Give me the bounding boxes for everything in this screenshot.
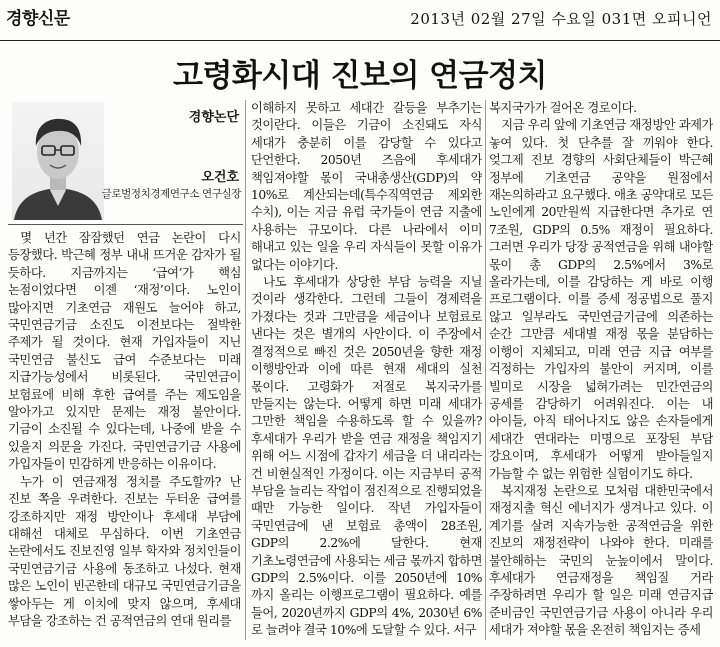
byline-box [8, 98, 243, 225]
article-paragraph: 복지국가가 걸어온 경로이다. [489, 101, 637, 115]
masthead-rule [0, 40, 720, 41]
article-paragraph: 이해하지 못하고 세대간 갈등을 부추기는 것이란다. 이들은 기금이 소진돼도 자식 세대가 충분히 이를 감당할 수 있다고 단언한다. 2050년 즈음에 후세대가 책임져야할 몫이 국내총생산(GDP)의 약 10%로 계산되는데(특수직역연금 제외한 수치), 이는 지금 유럽 국가들이 연금 지출에 사용하는 규모이다. 다른 나라에서 이미 해내고 있는 일을 우리 자식들이 못할 이유가 없다는 이야기다. [251, 101, 482, 272]
article-column-2 [251, 100, 482, 640]
article-paragraph: 누가 이 연금재정 정치를 주도할까? 난 진보 쪽을 우려한다. 진보는 두터운 급여를 강조하지만 재정 방안이나 후세대 부담에 대해선 대체로 무심하다. 이번 기초연금 논란에서도 진보진영 일부 학자와 정치인들이 국민연금기금 사용에 동조하고 나섰다. 현재 많은 노인이 빈곤한데 대규모 국민연금기금을 쌓아두는 게 이치에 맞지 않으며, 후세대 부담을 강조하는 건 공적연금의 연대 원리를 [8, 474, 241, 628]
article-paragraph: 몇 년간 잠잠했던 연금 논란이 다시 등장했다. 박근혜 정부 내내 뜨거운 감자가 될 듯하다. 지금까지는 ‘급여’가 핵심 논점이었다면 이젠 ‘재정’이다. 노인이 많아지면 기초연금 재원도 늘어야 하고, 국민연금기금 소진도 이전보다는 절박한 주제가 될 것이다. 현재 가입자들이 지닌 국민연금 불신도 급여 수준보다는 미래 지급가능성에서 비롯된다. 국민연금이 보험료에 비해 후한 급여를 주는 제도임을 알아가고 있지만 문제는 재정 불안이다. 기금이 소진될 수 있다는데, 나중에 받을 수 있을지 의문을 가진다. 국민연금기금 사용에 가입자들이 민감하게 반응하는 이유이다. [8, 231, 241, 472]
article-paragraph: 나도 후세대가 상당한 부담 능력을 지닐 것이라 생각한다. 그런데 그들이 경제력을 가졌다는 것과 그만큼을 세금이나 보험료로 낸다는 것은 별개의 사안이다. 이 주장에서 결정적으로 빠진 것은 2050년을 향한 재정 이행방안과 이에 따른 현재 세대의 실천 몫이다. 고령화가 저절로 복지국가를 만들지는 않는다. 어떻게 하면 미래 세대가 그만한 책임을 수용하도록 할 수 있을까? 후세대가 우리가 받을 연금 재정을 책임지기 위해 어느 시점에 갑자기 세금을 더 내리라는 건 비현실적인 가정이다. 이는 지금부터 공적 부담을 늘리는 작업이 점진적으로 진행되었을 때만 가능한 일이다. 작년 가입자들이 국민연금에 낸 보험료 총액이 28조원, GDP의 2.2%에 달한다. 현재 기초노령연금에 사용되는 세금 몫까지 합하면 GDP의 2.5%이다. 이를 2050년에 10%까지 올리는 이행프로그램이 필요하다. 예를 들어, 2020년까지 GDP의 4%, 2030년 6%로 늘려야 결국 10%에 도달할 수 있다. 서구 [251, 275, 482, 638]
article-paragraph: 복지재정 논란으로 모처럼 대한민국에서 재정지출 혁신 에너지가 생겨나고 있다. 이 계기를 살려 지속가능한 공적연금을 위한 진보의 재정전략이 나와야 한다. 미래를 불안해하는 국민의 눈높이에서 말이다. 후세대가 연금재정을 책임질 거라 주장하려면 우리가 할 일은 미래 연금지급 준비금인 국민연금기금 사용이 아니라 우리 세대가 져야할 몫을 온전히 책임지는 증세 [489, 483, 713, 638]
dateline: 2013년 02월 27일 수요일 031면 오피니언 [410, 10, 712, 28]
masthead [0, 0, 720, 44]
article-column-1 [8, 230, 241, 640]
author-portrait [12, 102, 104, 220]
column-divider [485, 100, 486, 640]
column-divider [245, 100, 246, 640]
newspaper-name: 경향신문 [6, 9, 70, 29]
author-title: 글로벌정치경제연구소 연구실장 [101, 188, 241, 200]
author-name: 오건호 [201, 170, 239, 185]
article-headline: 고령화시대 진보의 연금정치 [173, 58, 547, 94]
article-column-3 [489, 100, 713, 640]
article-paragraph: 지금 우리 앞에 기초연금 재정방안 과제가 놓여 있다. 첫 단추를 잘 끼워야 한다. 엊그제 진보 경향의 사회단체들이 박근혜 정부에 기초연금 공약을 원점에서 재논의하라고 요구했다. 애초 공약대로 모든 노인에게 20만원씩 지급한다면 추가로 연 7조원, GDP의 0.5% 재정이 필요하다. 그러면 우리가 당장 공적연금을 위해 내야할 몫이 총 GDP의 2.5%에서 3%로 올라가는데, 이를 감당하는 게 바로 이행 프로그램이다. 이를 증세 정공법으로 풀지 않고 일부라도 국민연금기금에 의존하는 순간 그만큼 세대별 재정 몫을 분담하는 이행이 지체되고, 미래 연금 지급 여부를 걱정하는 가입자의 불안이 커지며, 이를 빌미로 시장을 넓혀가려는 민간연금의 공세를 감당하기 어려워진다. 이는 내 아이들, 아직 태어나지도 않은 손자들에게 세대간 연대라는 미명으로 포장된 부담 강요이며, 후세대가 어떻게 받아들일지 가늠할 수 없는 위험한 실험이기도 하다. [489, 118, 713, 481]
column-label: 경향논단 [188, 110, 239, 125]
